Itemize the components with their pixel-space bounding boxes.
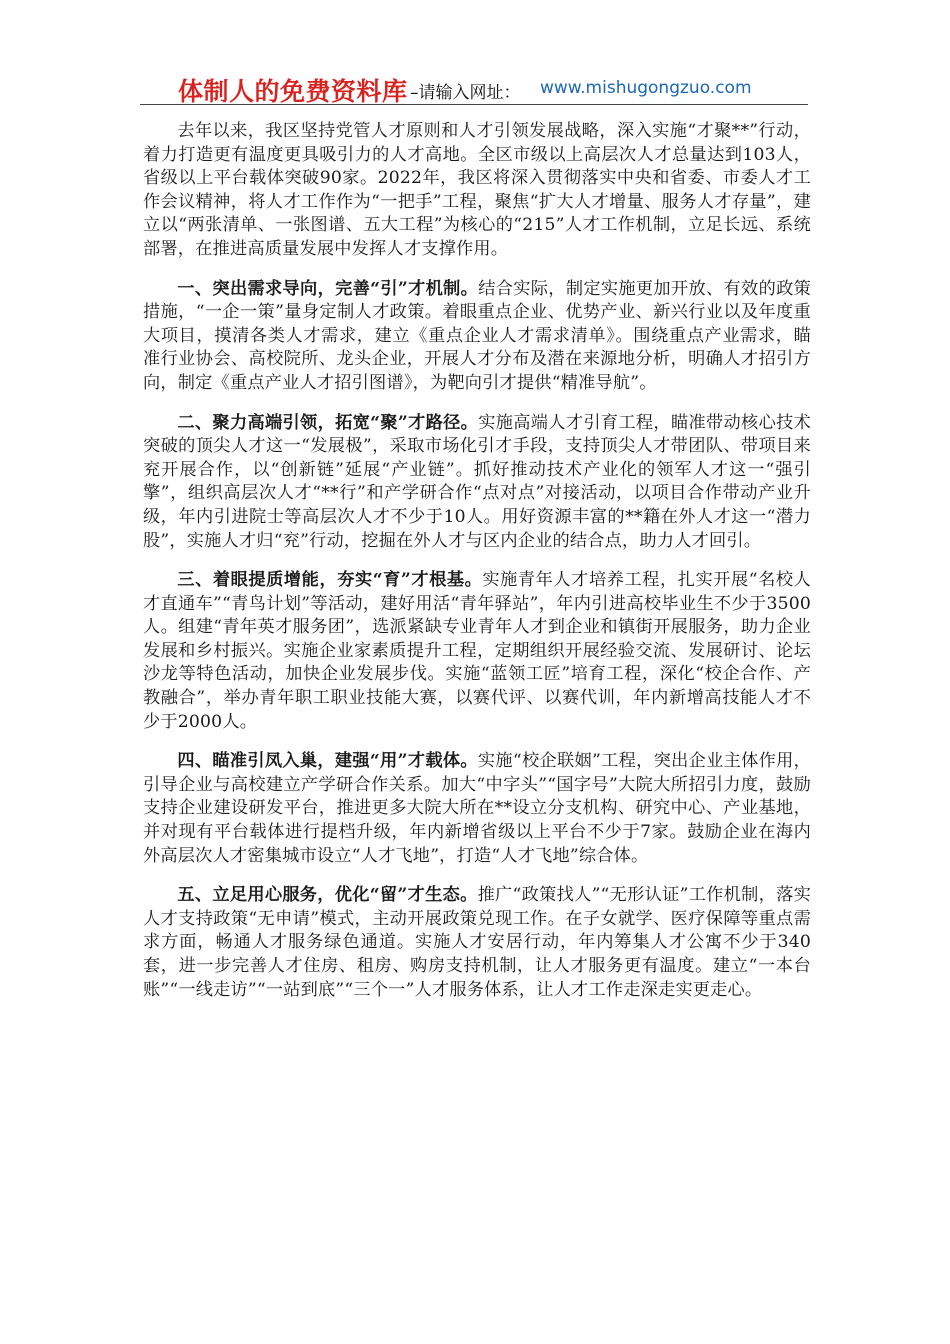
section-paragraph-4 [143,750,811,868]
site-name: 体制人的免费资料库 [178,77,408,106]
paragraph-heading: 三、着眼提质增能，夯实“育”才根基。 [177,570,483,591]
site-url-link[interactable]: www.mishugongzuo.com [540,78,752,98]
section-paragraph-3 [143,569,811,734]
paragraph-text: 结合实际，制定实施更加开放、有效的政策措施，“一企一策”量身定制人才政策。着眼重点企业、优势产业、新兴行业以及年度重大项目，摸清各类人才需求，建立《重点企业人才需求清单》。围绕重点产业需求，瞄准行业协会、高校院所、龙头企业，开展人才分布及潜在来源地分析，明确人才招引方向，制定《重点产业人才招引图谱》，为靶向引才提供“精准导航”。 [143,278,811,393]
section-paragraph-5 [143,884,811,1002]
paragraph-text: 实施青年人才培养工程，扎实开展“名校人才直通车”“青鸟计划”等活动，建好用活“青年驿站”，年内引进高校毕业生不少于3500人。组建“青年英才服务团”，选派紧缺专业青年人才到企业和镇街开展服务，助力企业发展和乡村振兴。实施企业家素质提升工程，定期组织开展经验交流、发展研讨、论坛沙龙等特色活动，加快企业发展步伐。实施“蓝领工匠”培育工程，深化“校企合作、产教融合”，举办青年职工职业技能大赛，以赛代评、以赛代训，年内新增高技能人才不少于2000人。 [143,570,812,732]
paragraph-text: 实施高端人才引育工程，瞄准带动核心技术突破的顶尖人才这一“发展极”，采取市场化引才手段，支持顶尖人才带团队、带项目来兖开展合作，以“创新链”延展“产业链”。抓好推动技术产业化的领军人才这一“强引擎”，组织高层次人才“**行”和产学研合作“点对点”对接活动，以项目合作带动产业升级，年内引进院士等高层次人才不少于10人。用好资源丰富的**籍在外人才这一“潜力股”，实施人才归“兖”行动，挖掘在外人才与区内企业的结合点，助力人才回引。 [143,412,811,551]
intro-paragraph [143,120,811,262]
paragraph-text: 去年以来，我区坚持党管人才原则和人才引领发展战略，深入实施“才聚**”行动，着力打造更有温度更具吸引力的人才高地。全区市级以上高层次人才总量达到103人，省级以上平台载体突破90家。2022年，我区将深入贯彻落实中央和省委、市委人才工作会议精神，将人才工作作为“一把手”工程，聚焦“扩大人才增量、服务人才存量”，建立以“两张清单、一张图谱、五大工程”为核心的“215”人才工作机制，立足长远、系统部署，在推进高质量发展中发挥人才支撑作用。 [143,121,811,259]
document-body [143,120,811,1018]
paragraph-heading: 一、突出需求导向，完善“引”才机制。 [177,278,479,299]
section-paragraph-1 [143,278,811,396]
url-prompt: –请输入网址： [410,83,521,103]
paragraph-heading: 五、立足用心服务，优化“留”才生态。 [177,885,478,906]
page-header [140,70,808,105]
paragraph-heading: 四、瞄准引凤入巢，建强“用”才载体。 [177,751,478,772]
paragraph-text: 实施“校企联姻”工程，突出企业主体作用，引导企业与高校建立产学研合作关系。加大“中字头”“国字号”大院大所招引力度，鼓励支持企业建设研发平台，推进更多大院大所在**设立分支机构、研究中心、产业基地，并对现有平台载体进行提档升级，年内新增省级以上平台不少于7家。鼓励企业在海内外高层次人才密集城市设立“人才飞地”，打造“人才飞地”综合体。 [143,751,812,866]
paragraph-heading: 二、聚力高端引领，拓宽“聚”才路径。 [177,412,479,433]
section-paragraph-2 [143,412,811,554]
paragraph-text: 推广“政策找人”“无形认证”工作机制，落实人才支持政策“无申请”模式，主动开展政策兑现工作。在子女就学、医疗保障等重点需求方面，畅通人才服务绿色通道。实施人才安居行动，年内筹集人才公寓不少于340套，进一步完善人才住房、租房、购房支持机制，让人才服务更有温度。建立“一本台账”“一线走访”“一站到底”“三个一”人才服务体系，让人才工作走深走实更走心。 [143,885,811,1000]
